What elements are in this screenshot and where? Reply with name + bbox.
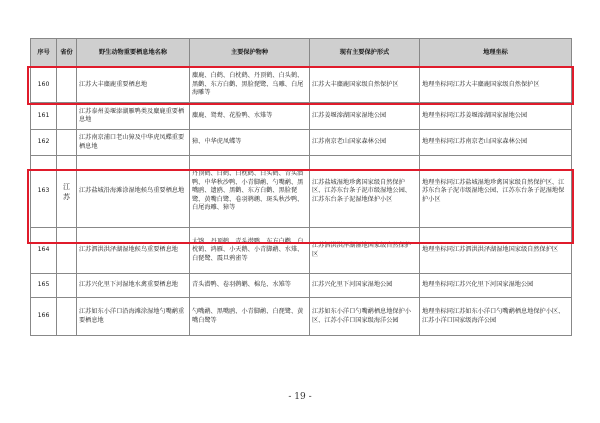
habitat-name: 江苏兴化里下河湿地水禽重要栖息地 bbox=[77, 274, 190, 298]
protection-form: 江苏泗洪洪泽湖湿地国家级自然保护区 bbox=[310, 228, 420, 274]
header-coordinates: 地理坐标 bbox=[420, 39, 572, 68]
species-list: 麋鹿、白鹤、白枕鹤、丹顶鹤、白头鹤、黑鹳、东方白鹳、黑脸琵鹭、乌雕、白尾海雕等 bbox=[190, 68, 310, 103]
province-cell bbox=[57, 298, 77, 336]
species-list: 丹顶鹤、白鹤、白枕鹤、白头鹤、青头潜鸭、中华秋沙鸭、小青脚鹬、勺嘴鹬、黑嘴鸥、遗鸥、黑鹳、东方白鹳、黑脸琵鹭、黄嘴白鹭、卷羽鹈鹕、斑头秋沙鸭、白尾海雕、獐等 bbox=[190, 156, 310, 228]
row-num: 166 bbox=[31, 298, 57, 336]
species-list: 大鸨、丹顶鹤、青头潜鸭、东方白鹳、白枕鹤、鸿雁、小天鹅、小青脚鹬、水雉、白琵鹭、震旦鸦雀等 bbox=[190, 228, 310, 274]
protection-form: 江苏兴化里下河国家湿地公园 bbox=[310, 274, 420, 298]
province-cell bbox=[57, 130, 77, 156]
protection-form: 江苏南京老山国家森林公园 bbox=[310, 130, 420, 156]
species-list: 獐、中华虎凤蝶等 bbox=[190, 130, 310, 156]
province-label: 江苏 bbox=[63, 182, 70, 201]
protection-form: 江苏如东小洋口勺嘴鹬栖息地保护小区、江苏小洋口国家级海洋公园 bbox=[310, 298, 420, 336]
coordinates: 地理坐标同江苏大丰麋鹿国家级自然保护区 bbox=[420, 68, 572, 103]
coordinates: 地理坐标同江苏盐城湿地珍禽国家级自然保护区、江苏东台条子泥市级湿地公园、江苏东台条子泥湿地保护小区 bbox=[420, 156, 572, 228]
header-habitat-name: 野生动物重要栖息地名称 bbox=[77, 39, 190, 68]
species-list: 麋鹿、鸳鸯、花脸鸭、水雉等 bbox=[190, 103, 310, 130]
province-cell bbox=[57, 68, 77, 103]
table-row bbox=[31, 274, 572, 298]
header-num: 序号 bbox=[31, 39, 57, 68]
table-row bbox=[31, 156, 572, 228]
species-list: 青头潜鸭、卷羽鹈鹕、棉凫、水雉等 bbox=[190, 274, 310, 298]
header-species: 主要保护物种 bbox=[190, 39, 310, 68]
coordinates: 地理坐标同江苏南京老山国家森林公园 bbox=[420, 130, 572, 156]
habitat-name: 江苏盐城沿海滩涂湿地候鸟重要栖息地 bbox=[77, 156, 190, 228]
coordinates: 地理坐标同江苏姜堰溱湖国家湿地公园 bbox=[420, 103, 572, 130]
row-num: 165 bbox=[31, 274, 57, 298]
province-cell bbox=[57, 228, 77, 274]
province-cell bbox=[57, 156, 77, 228]
header-province: 省份 bbox=[57, 39, 77, 68]
coordinates: 地理坐标同江苏泗洪洪泽湖湿地国家级自然保护区 bbox=[420, 228, 572, 274]
table-row bbox=[31, 130, 572, 156]
province-cell bbox=[57, 274, 77, 298]
row-num: 164 bbox=[31, 228, 57, 274]
table-header-row bbox=[31, 39, 572, 68]
province-cell bbox=[57, 103, 77, 130]
table-row bbox=[31, 103, 572, 130]
species-list: 勺嘴鹬、黑嘴鸥、小青脚鹬、白琵鹭、黄嘴白鹭等 bbox=[190, 298, 310, 336]
header-protection-form: 现有主要保护形式 bbox=[310, 39, 420, 68]
protection-form: 江苏盐城湿地珍禽国家级自然保护区、江苏东台条子泥市级湿地公园、江苏东台条子泥湿地保护小区 bbox=[310, 156, 420, 228]
coordinates: 地理坐标同江苏如东小洋口勺嘴鹬栖息地保护小区、江苏小洋口国家级海洋公园 bbox=[420, 298, 572, 336]
habitat-table bbox=[30, 38, 572, 336]
table-row bbox=[31, 298, 572, 336]
row-num: 160 bbox=[31, 68, 57, 103]
table-row bbox=[31, 68, 572, 103]
habitat-name: 江苏泗洪洪泽湖湿地候鸟重要栖息地 bbox=[77, 228, 190, 274]
habitat-name: 江苏泰州姜堰溱湖雁鸭类及麋鹿重要栖息地 bbox=[77, 103, 190, 130]
habitat-name: 江苏南京浦口老山獐及中华虎凤蝶重要栖息地 bbox=[77, 130, 190, 156]
row-num: 161 bbox=[31, 103, 57, 130]
habitat-name: 江苏如东小洋口沿海滩涂湿地勺嘴鹬重要栖息地 bbox=[77, 298, 190, 336]
protection-form: 江苏大丰麋鹿国家级自然保护区 bbox=[310, 68, 420, 103]
row-num: 162 bbox=[31, 130, 57, 156]
table-row bbox=[31, 228, 572, 274]
coordinates: 地理坐标同江苏兴化里下河国家湿地公园 bbox=[420, 274, 572, 298]
habitat-name: 江苏大丰麋鹿重要栖息地 bbox=[77, 68, 190, 103]
protection-form: 江苏姜堰溱湖国家湿地公园 bbox=[310, 103, 420, 130]
row-num: 163 bbox=[31, 156, 57, 228]
page-number: - 19 - bbox=[288, 392, 312, 402]
